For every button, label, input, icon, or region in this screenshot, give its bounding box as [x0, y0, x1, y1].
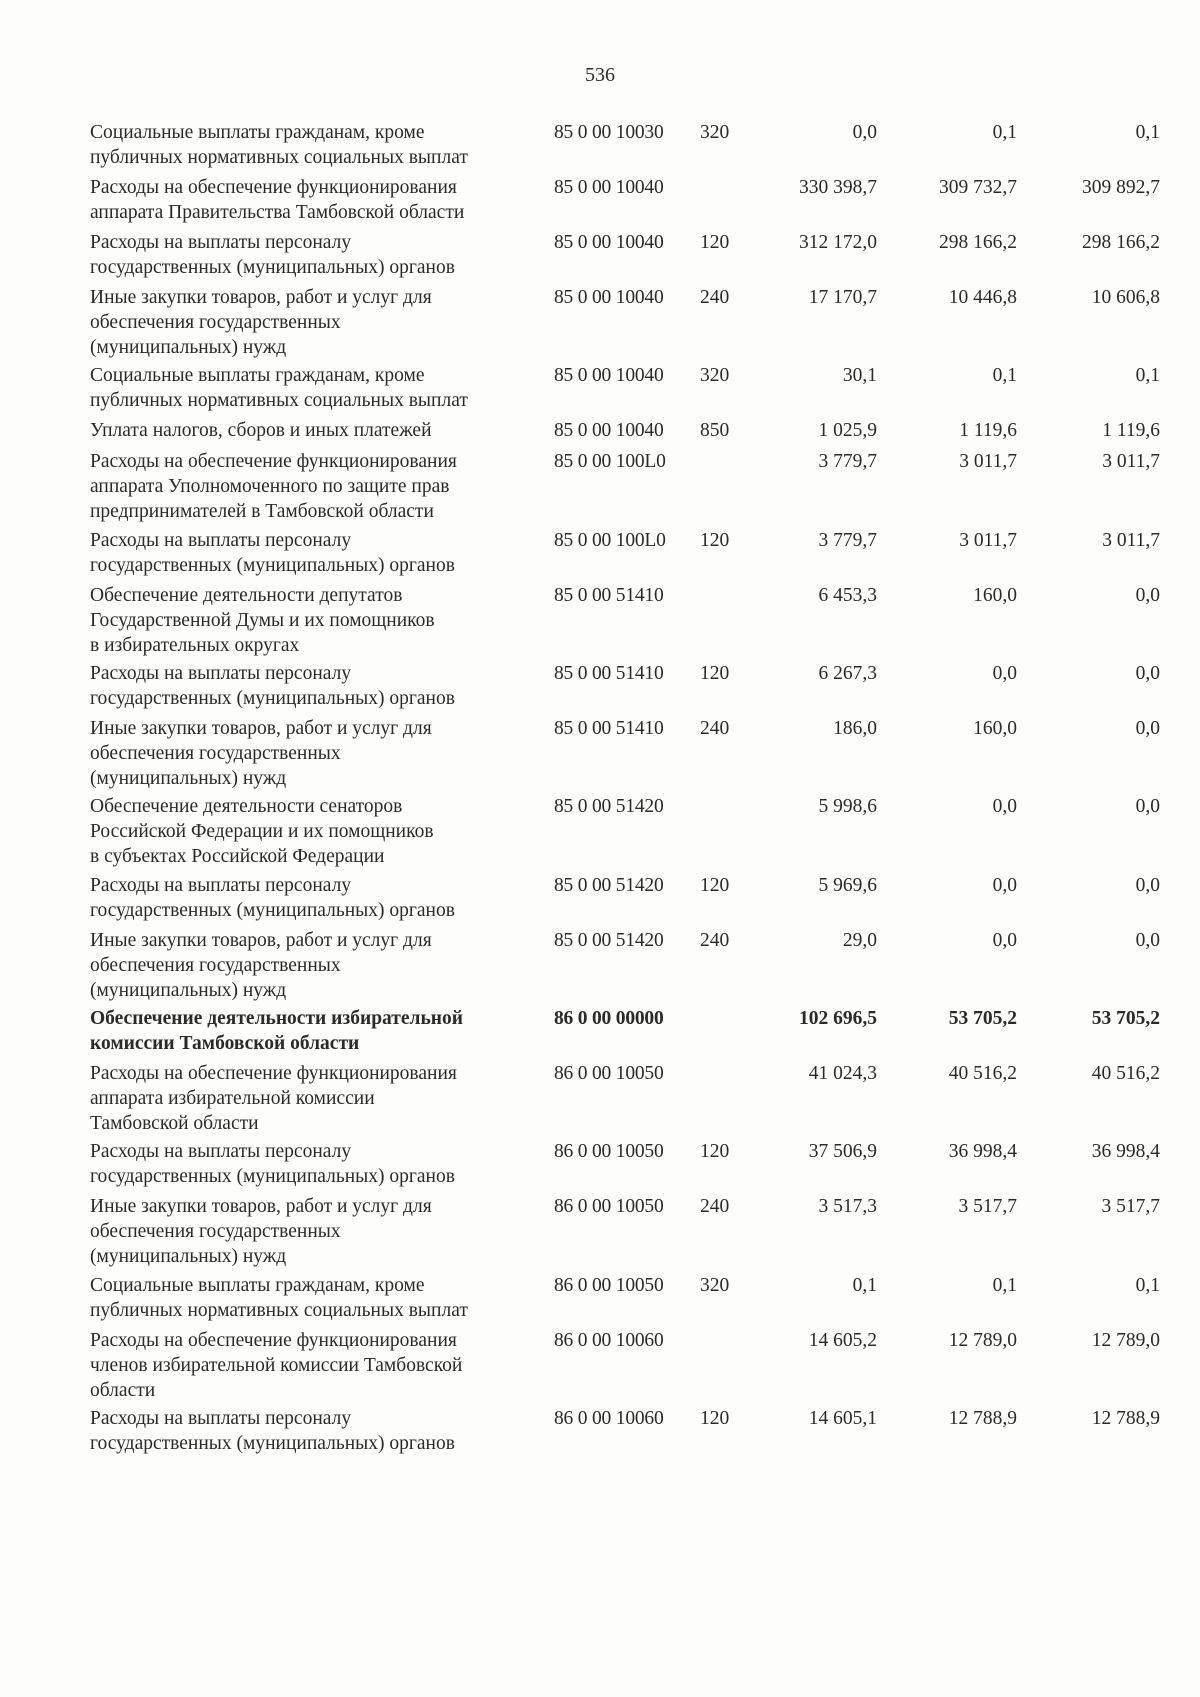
row-name: Расходы на обеспечение функционирования аппарата Уполномоченного по защите прав предпринимателей в Тамбовской области: [90, 451, 457, 522]
row-value-3: 298 166,2: [1082, 232, 1160, 253]
row-name: Социальные выплаты гражданам, кроме публичных нормативных социальных выплат: [90, 365, 468, 411]
row-value-2: 309 732,7: [939, 177, 1017, 198]
row-name: Расходы на выплаты персоналу государственных (муниципальных) органов: [90, 232, 455, 278]
row-value-3: 309 892,7: [1082, 177, 1160, 198]
row-code: 85 0 00 10040: [554, 420, 664, 441]
row-value-3: 0,0: [1135, 585, 1160, 606]
page-number: 536: [585, 64, 615, 86]
row-value-2: 0,1: [992, 122, 1017, 143]
row-value-1: 6 267,3: [818, 663, 877, 684]
row-value-1: 14 605,1: [808, 1408, 877, 1429]
row-value-3: 12 788,9: [1091, 1408, 1160, 1429]
row-code: 85 0 00 51420: [554, 875, 664, 896]
row-code: 85 0 00 100L0: [554, 530, 666, 551]
row-name: Иные закупки товаров, работ и услуг для обеспечения государственных (муниципальных) нужд: [90, 718, 432, 789]
row-value-3: 12 789,0: [1091, 1330, 1160, 1351]
row-vr: 120: [700, 663, 730, 684]
row-value-3: 3 517,7: [1101, 1196, 1160, 1217]
row-code: 85 0 00 100L0: [554, 451, 666, 472]
row-vr: 320: [700, 1275, 730, 1296]
row-value-2: 12 789,0: [948, 1330, 1017, 1351]
row-value-1: 0,1: [852, 1275, 877, 1296]
row-value-2: 3 011,7: [959, 530, 1017, 551]
row-name: Социальные выплаты гражданам, кроме публичных нормативных социальных выплат: [90, 122, 468, 168]
row-value-1: 6 453,3: [818, 585, 877, 606]
row-value-2: 10 446,8: [948, 287, 1017, 308]
row-vr: 850: [700, 420, 730, 441]
row-vr: 320: [700, 365, 730, 386]
row-vr: 240: [700, 930, 730, 951]
row-code: 86 0 00 10050: [554, 1063, 664, 1084]
row-value-3: 1 119,6: [1102, 420, 1160, 441]
row-name: Обеспечение деятельности избирательной комиссии Тамбовской области: [90, 1008, 464, 1054]
row-code: 86 0 00 10050: [554, 1141, 664, 1162]
row-code: 85 0 00 10040: [554, 232, 664, 253]
row-name: Расходы на обеспечение функционирования аппарата избирательной комиссии Тамбовской области: [90, 1063, 457, 1134]
row-name: Расходы на выплаты персоналу государственных (муниципальных) органов: [90, 875, 455, 921]
row-value-3: 0,0: [1135, 718, 1160, 739]
row-value-3: 0,1: [1135, 365, 1160, 386]
row-value-2: 12 788,9: [948, 1408, 1017, 1429]
row-vr: 120: [700, 1141, 730, 1162]
row-value-1: 0,0: [852, 122, 877, 143]
row-name: Расходы на выплаты персоналу государственных (муниципальных) органов: [90, 1408, 455, 1454]
row-value-2: 36 998,4: [948, 1141, 1017, 1162]
row-code: 85 0 00 51410: [554, 663, 664, 684]
row-value-3: 0,0: [1135, 875, 1160, 896]
row-vr: 120: [700, 232, 730, 253]
row-value-1: 14 605,2: [808, 1330, 877, 1351]
row-value-1: 312 172,0: [799, 232, 877, 253]
row-value-1: 41 024,3: [808, 1063, 877, 1084]
row-value-2: 3 517,7: [958, 1196, 1017, 1217]
row-name: Расходы на обеспечение функционирования членов избирательной комиссии Тамбовской области: [90, 1330, 463, 1401]
row-code: 85 0 00 10040: [554, 365, 664, 386]
row-name: Уплата налогов, сборов и иных платежей: [90, 420, 432, 441]
row-vr: 120: [700, 1408, 730, 1429]
row-value-3: 0,0: [1135, 930, 1160, 951]
row-value-1: 3 779,7: [818, 530, 877, 551]
row-value-2: 0,1: [992, 365, 1017, 386]
row-code: 86 0 00 10050: [554, 1196, 664, 1217]
row-value-2: 0,0: [992, 875, 1017, 896]
row-value-3: 40 516,2: [1091, 1063, 1160, 1084]
row-value-3: 0,1: [1135, 122, 1160, 143]
row-code: 85 0 00 51420: [554, 930, 664, 951]
row-value-3: 36 998,4: [1091, 1141, 1160, 1162]
row-name: Расходы на выплаты персоналу государственных (муниципальных) органов: [90, 530, 455, 576]
row-vr: 240: [700, 287, 730, 308]
row-value-2: 40 516,2: [948, 1063, 1017, 1084]
row-name: Расходы на выплаты персоналу государственных (муниципальных) органов: [90, 663, 455, 709]
row-value-1: 330 398,7: [799, 177, 877, 198]
row-value-2: 0,0: [992, 663, 1017, 684]
row-code: 85 0 00 10040: [554, 177, 664, 198]
row-name: Расходы на обеспечение функционирования аппарата Правительства Тамбовской области: [90, 177, 465, 223]
row-code: 85 0 00 51410: [554, 585, 664, 606]
row-value-2: 0,0: [992, 930, 1017, 951]
row-value-1: 3 779,7: [818, 451, 877, 472]
row-vr: 240: [700, 1196, 730, 1217]
row-value-1: 37 506,9: [808, 1141, 877, 1162]
row-value-1: 5 969,6: [818, 875, 877, 896]
row-value-3: 10 606,8: [1091, 287, 1160, 308]
row-value-1: 17 170,7: [808, 287, 877, 308]
row-value-3: 0,0: [1135, 663, 1160, 684]
row-name: Социальные выплаты гражданам, кроме публичных нормативных социальных выплат: [90, 1275, 468, 1321]
row-code: 86 0 00 10060: [554, 1330, 664, 1351]
row-code: 85 0 00 51410: [554, 718, 664, 739]
row-value-2: 53 705,2: [948, 1008, 1017, 1029]
row-value-1: 186,0: [833, 718, 877, 739]
row-value-1: 29,0: [842, 930, 877, 951]
row-vr: 120: [700, 875, 730, 896]
row-value-1: 30,1: [842, 365, 877, 386]
row-code: 85 0 00 10040: [554, 287, 664, 308]
row-value-2: 3 011,7: [959, 451, 1017, 472]
row-value-2: 0,1: [992, 1275, 1017, 1296]
row-value-3: 3 011,7: [1102, 530, 1160, 551]
row-value-3: 0,1: [1135, 1275, 1160, 1296]
row-value-2: 298 166,2: [939, 232, 1017, 253]
row-code: 86 0 00 10050: [554, 1275, 664, 1296]
row-value-1: 5 998,6: [818, 796, 877, 817]
row-value-1: 102 696,5: [799, 1008, 877, 1029]
row-code: 85 0 00 10030: [554, 122, 664, 143]
row-name: Расходы на выплаты персоналу государственных (муниципальных) органов: [90, 1141, 455, 1187]
row-name: Обеспечение деятельности сенаторов Российской Федерации и их помощников в субъектах Российской Федерации: [90, 796, 434, 867]
row-vr: 120: [700, 530, 730, 551]
row-vr: 240: [700, 718, 730, 739]
row-value-3: 0,0: [1135, 796, 1160, 817]
row-name: Иные закупки товаров, работ и услуг для обеспечения государственных (муниципальных) нужд: [90, 930, 432, 1001]
row-value-2: 1 119,6: [959, 420, 1017, 441]
row-value-1: 1 025,9: [818, 420, 877, 441]
row-code: 86 0 00 10060: [554, 1408, 664, 1429]
row-value-3: 53 705,2: [1091, 1008, 1160, 1029]
row-code: 85 0 00 51420: [554, 796, 664, 817]
row-value-2: 0,0: [992, 796, 1017, 817]
row-name: Иные закупки товаров, работ и услуг для обеспечения государственных (муниципальных) нужд: [90, 1196, 432, 1267]
row-code: 86 0 00 00000: [554, 1008, 664, 1029]
row-value-3: 3 011,7: [1102, 451, 1160, 472]
row-value-1: 3 517,3: [818, 1196, 877, 1217]
row-value-2: 160,0: [973, 718, 1017, 739]
row-value-2: 160,0: [973, 585, 1017, 606]
row-name: Иные закупки товаров, работ и услуг для обеспечения государственных (муниципальных) нужд: [90, 287, 432, 358]
row-vr: 320: [700, 122, 730, 143]
row-name: Обеспечение деятельности депутатов Государственной Думы и их помощников в избирательных округах: [90, 585, 435, 656]
